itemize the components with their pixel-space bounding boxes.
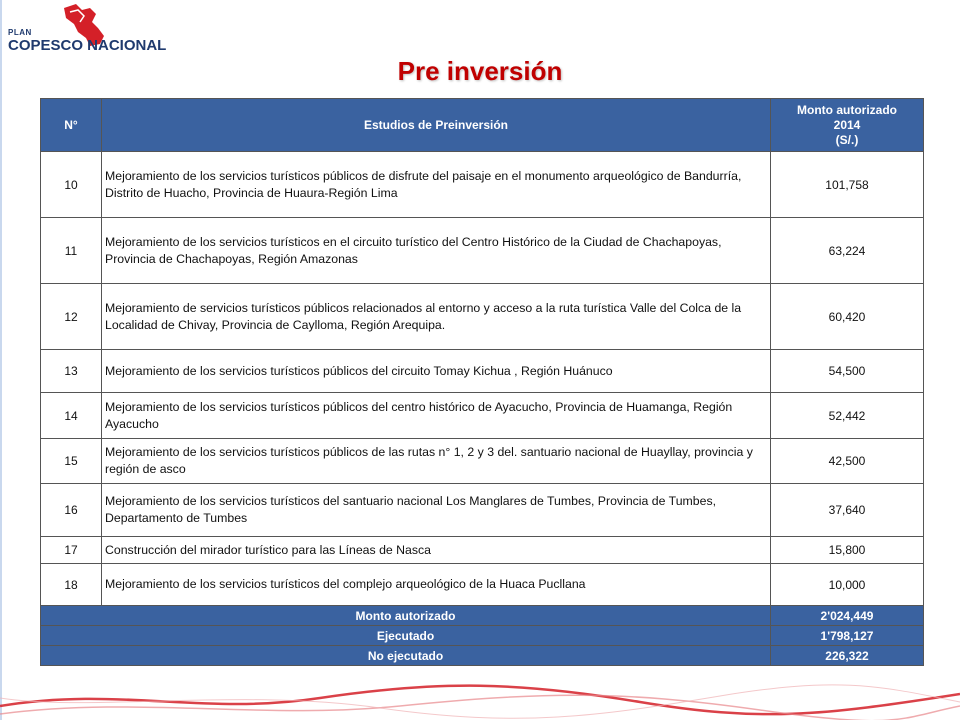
table-row: [41, 439, 924, 484]
row-desc: Mejoramiento de los servicios turísticos públicos de las rutas n° 1, 2 y 3 del. santuario nacional de Huayllay, provincia y región de asco: [102, 439, 771, 484]
bottom-wave-decoration: [0, 672, 960, 720]
row-amount: 101,758: [771, 152, 924, 218]
header-amount-line3: (S/.): [835, 132, 859, 147]
header-amount-line1: Monto autorizado: [797, 102, 897, 117]
header-num: N°: [41, 99, 102, 152]
summary-row-executed: [41, 626, 924, 646]
summary-value: 1'798,127: [771, 626, 924, 646]
logo-plan-text: PLAN: [8, 28, 32, 37]
row-num: 11: [41, 218, 102, 284]
row-amount: 37,640: [771, 484, 924, 537]
row-num: 10: [41, 152, 102, 218]
logo-name-text: COPESCO NACIONAL: [8, 37, 167, 54]
summary-row-authorized: [41, 606, 924, 626]
plan-copesco-logo: [6, 2, 176, 60]
row-amount: 42,500: [771, 439, 924, 484]
summary-label: Ejecutado: [41, 626, 771, 646]
table-row: [41, 218, 924, 284]
row-num: 16: [41, 484, 102, 537]
table-row: [41, 393, 924, 439]
row-desc: Construcción del mirador turístico para las Líneas de Nasca: [102, 537, 771, 564]
row-desc: Mejoramiento de los servicios turísticos públicos del centro histórico de Ayacucho, Provincia de Huamanga, Región Ayacucho: [102, 393, 771, 439]
header-study: Estudios de Preinversión: [102, 99, 771, 152]
left-edge-line: [0, 0, 2, 720]
row-num: 18: [41, 564, 102, 606]
row-amount: 15,800: [771, 537, 924, 564]
header-amount: [771, 99, 924, 152]
row-amount: 63,224: [771, 218, 924, 284]
summary-value: 226,322: [771, 646, 924, 666]
summary-label: Monto autorizado: [41, 606, 771, 626]
summary-row-not-executed: [41, 646, 924, 666]
row-desc: Mejoramiento de los servicios turísticos del santuario nacional Los Manglares de Tumbes, Provincia de Tumbes, Departamento de Tumbes: [102, 484, 771, 537]
row-desc: Mejoramiento de servicios turísticos públicos relacionados al entorno y acceso a la ruta turística Valle del Colca de la Localidad de Chivay, Provincia de Caylloma, Región Arequipa.: [102, 284, 771, 350]
row-amount: 10,000: [771, 564, 924, 606]
row-desc: Mejoramiento de los servicios turísticos públicos del circuito Tomay Kichua , Región Huánuco: [102, 350, 771, 393]
table-row: [41, 350, 924, 393]
table-row: [41, 484, 924, 537]
row-amount: 60,420: [771, 284, 924, 350]
summary-label: No ejecutado: [41, 646, 771, 666]
row-num: 12: [41, 284, 102, 350]
table-header-row: [41, 99, 924, 152]
preinversion-table: [40, 98, 924, 666]
row-num: 13: [41, 350, 102, 393]
page-title: Pre inversión: [397, 56, 563, 86]
row-desc: Mejoramiento de los servicios turísticos del complejo arqueológico de la Huaca Pucllana: [102, 564, 771, 606]
row-desc: Mejoramiento de los servicios turísticos públicos de disfrute del paisaje en el monumento arqueológico de Bandurría, Distrito de Huacho, Provincia de Huaura-Región Lima: [102, 152, 771, 218]
summary-value: 2'024,449: [771, 606, 924, 626]
row-num: 15: [41, 439, 102, 484]
row-amount: 52,442: [771, 393, 924, 439]
table-row: [41, 537, 924, 564]
table-row: [41, 564, 924, 606]
row-num: 17: [41, 537, 102, 564]
row-num: 14: [41, 393, 102, 439]
table-row: [41, 152, 924, 218]
table-row: [41, 284, 924, 350]
header-amount-line2: 2014: [833, 117, 861, 132]
row-amount: 54,500: [771, 350, 924, 393]
row-desc: Mejoramiento de los servicios turísticos en el circuito turístico del Centro Histórico de la Ciudad de Chachapoyas, Provincia de Chachapoyas, Región Amazonas: [102, 218, 771, 284]
